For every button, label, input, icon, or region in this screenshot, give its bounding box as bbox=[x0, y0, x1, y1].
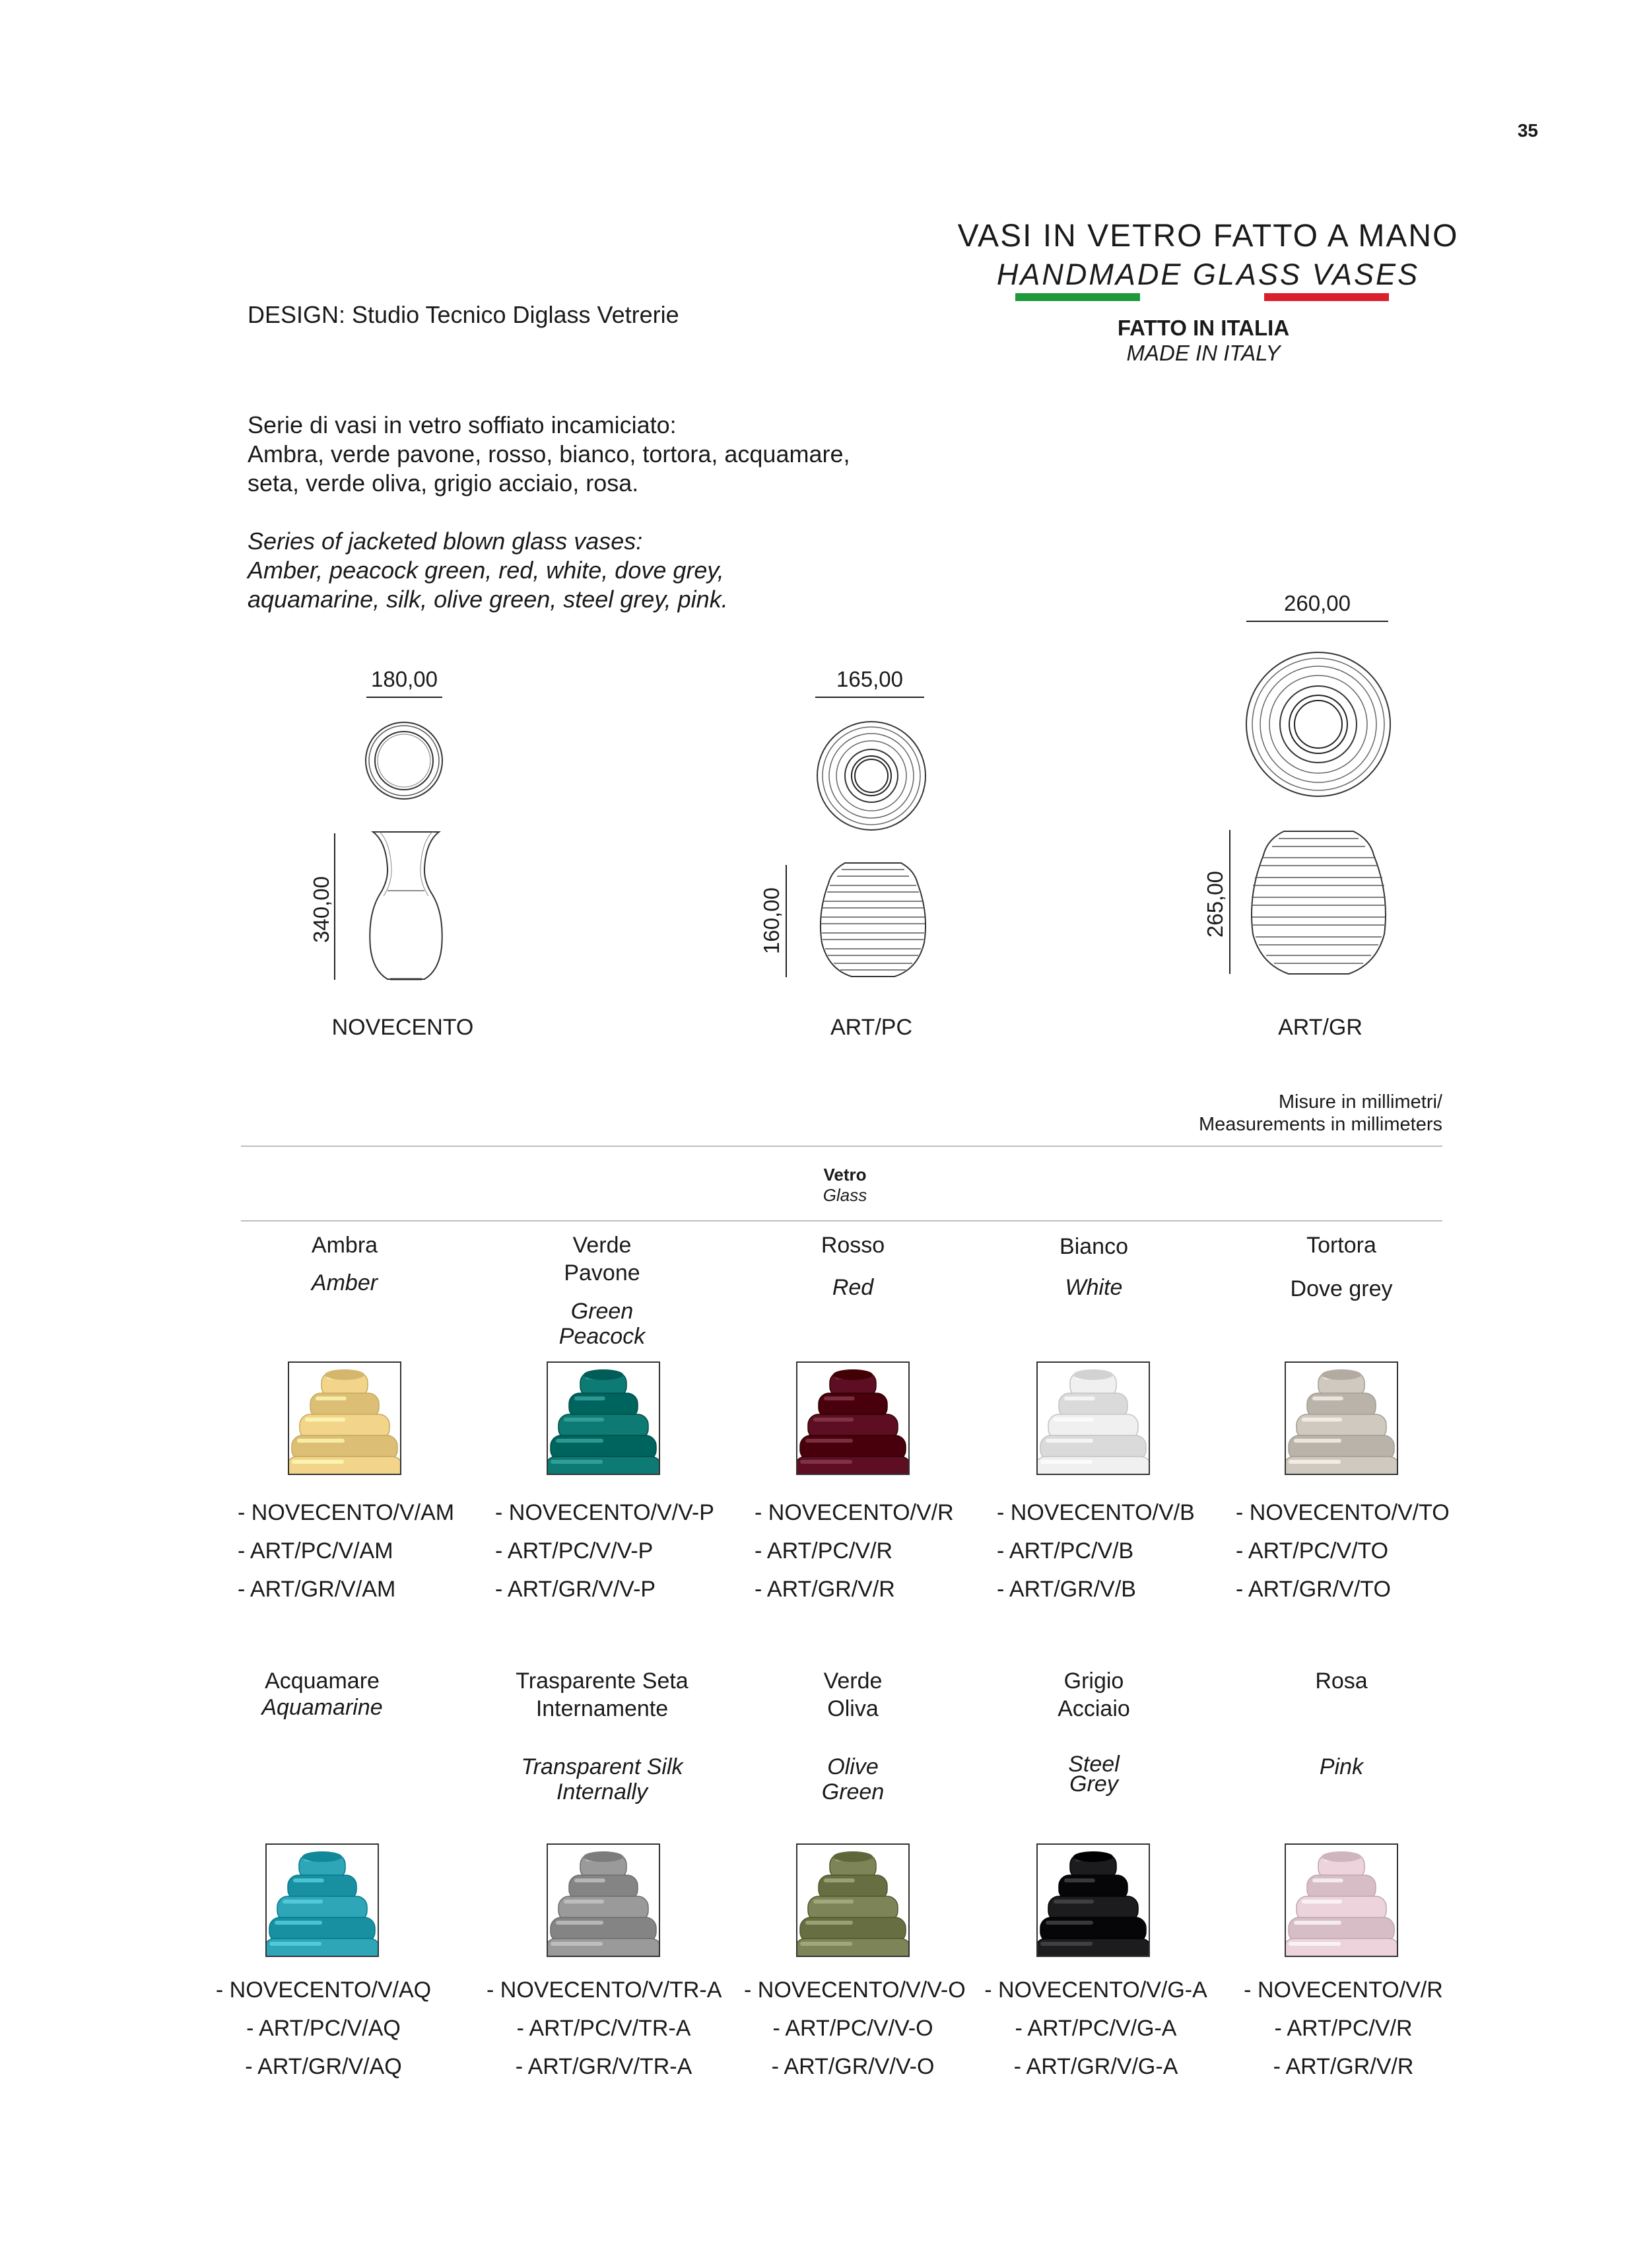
code-list bbox=[744, 1971, 966, 2086]
vase-rib-highlight bbox=[1289, 1942, 1341, 1946]
color-name-line: Acquamare bbox=[265, 1668, 380, 1694]
artpc-side-drawing bbox=[815, 860, 931, 979]
vase-rib-highlight bbox=[551, 1460, 603, 1464]
product-code: - NOVECENTO/V/B bbox=[997, 1500, 1195, 1525]
swatch-vase-drawing bbox=[797, 1845, 908, 1956]
color-name-en-line: Pink bbox=[1319, 1754, 1364, 1779]
color-name-line: Tortora bbox=[1306, 1233, 1376, 1258]
color-name-en bbox=[490, 1299, 714, 1349]
code-list bbox=[997, 1494, 1195, 1608]
color-name bbox=[232, 1231, 457, 1259]
product-code: - NOVECENTO/V/R bbox=[1244, 1977, 1443, 2003]
color-name-en-line: White bbox=[1065, 1275, 1123, 1300]
color-name bbox=[741, 1667, 965, 1723]
flag-green bbox=[1015, 293, 1140, 301]
color-name bbox=[1229, 1667, 1454, 1695]
artpc-width-line bbox=[815, 697, 924, 698]
artpc-side-view bbox=[815, 860, 931, 979]
vase-mouth bbox=[833, 1851, 873, 1862]
artgr-height-label: 265,00 bbox=[1203, 871, 1227, 938]
product-name-artgr: ART/GR bbox=[1278, 1015, 1363, 1040]
color-name-en bbox=[741, 1754, 965, 1804]
product-code: - NOVECENTO/V/V-P bbox=[495, 1500, 714, 1525]
color-name-line: Verde bbox=[823, 1668, 883, 1694]
product-name-novecento: NOVECENTO bbox=[331, 1015, 474, 1040]
vase-rib bbox=[1286, 1457, 1397, 1474]
vase-rib-highlight bbox=[574, 1878, 605, 1882]
color-name-en-line: Amber bbox=[311, 1270, 378, 1295]
product-name-artpc: ART/PC bbox=[830, 1015, 913, 1040]
vase-rib-highlight bbox=[574, 1396, 605, 1400]
swatch-vase-drawing bbox=[548, 1363, 659, 1474]
vase-rib-highlight bbox=[305, 1418, 345, 1422]
code-list bbox=[1234, 1971, 1452, 2086]
units-note-en: Measurements in millimeters bbox=[1198, 1114, 1442, 1135]
swatch-pink bbox=[1285, 1843, 1398, 1957]
product-code: - ART/PC/V/G-A bbox=[1015, 2016, 1177, 2041]
vase-rib-highlight bbox=[297, 1439, 345, 1443]
vase-mouth bbox=[1322, 1369, 1361, 1380]
color-name-line: Ambra bbox=[311, 1233, 378, 1258]
product-code: - NOVECENTO/V/AQ bbox=[215, 1977, 432, 2003]
swatch-olive-green bbox=[796, 1843, 910, 1957]
color-name-en-line: Red bbox=[832, 1275, 874, 1300]
description-it-line: Ambra, verde pavone, rosso, bianco, tortora, acquamare, bbox=[248, 440, 850, 467]
code-list bbox=[215, 1971, 432, 2086]
code-list bbox=[495, 1494, 714, 1608]
color-name-en bbox=[982, 1275, 1206, 1300]
vase-rib-highlight bbox=[1312, 1878, 1343, 1882]
description-en-line: aquamarine, silk, olive green, steel grey, pink. bbox=[248, 586, 728, 613]
title-english: HANDMADE GLASS VASES bbox=[996, 258, 1420, 291]
swatch-white bbox=[1036, 1361, 1150, 1475]
color-name-en-line: Olive bbox=[827, 1754, 879, 1779]
novecento-height-label: 340,00 bbox=[309, 876, 333, 943]
product-code: - ART/PC/V/TR-A bbox=[516, 2016, 691, 2041]
artgr-top-view bbox=[1244, 650, 1393, 799]
color-name-line: Acciaio bbox=[1058, 1696, 1130, 1721]
vase-rib-highlight bbox=[824, 1396, 855, 1400]
vase-rib-highlight bbox=[292, 1460, 344, 1464]
product-code: - ART/PC/V/AM bbox=[238, 1538, 393, 1564]
swatch-vase-drawing bbox=[1038, 1845, 1149, 1956]
color-name-en bbox=[232, 1270, 457, 1295]
made-in-italy-it: FATTO IN ITALIA bbox=[1117, 316, 1290, 340]
swatch-vase-drawing bbox=[267, 1845, 378, 1956]
swatch-vase-drawing bbox=[548, 1845, 659, 1956]
swatch-vase-drawing bbox=[1286, 1363, 1397, 1474]
vase-rib-highlight bbox=[1046, 1439, 1093, 1443]
color-name-line: Rosso bbox=[821, 1233, 885, 1258]
vase-rib bbox=[548, 1939, 659, 1956]
vase-rib-highlight bbox=[564, 1418, 604, 1422]
color-name-line: Verde bbox=[572, 1233, 632, 1258]
flag-red bbox=[1264, 293, 1389, 301]
page-number: 35 bbox=[1517, 120, 1538, 141]
artpc-top-drawing bbox=[815, 720, 927, 832]
description-it-line: Serie di vasi in vetro soffiato incamiciato: bbox=[248, 411, 677, 438]
novecento-top-drawing bbox=[363, 720, 446, 802]
vase-mouth bbox=[584, 1369, 623, 1380]
design-credit: DESIGN: Studio Tecnico Diglass Vetrerie bbox=[248, 301, 679, 328]
units-note-it: Misure in millimetri/ bbox=[1278, 1091, 1442, 1113]
vase-mouth bbox=[302, 1851, 342, 1862]
artgr-side-drawing bbox=[1244, 829, 1393, 977]
units-note bbox=[1056, 1091, 1442, 1136]
vase-rib-highlight bbox=[1289, 1460, 1341, 1464]
vase-mouth bbox=[1073, 1369, 1113, 1380]
novecento-height-line bbox=[334, 833, 335, 980]
title-italian: VASI IN VETRO FATTO A MANO bbox=[957, 219, 1459, 254]
product-code: - NOVECENTO/V/V-O bbox=[744, 1977, 966, 2003]
color-name-en-line: Aquamarine bbox=[261, 1695, 383, 1720]
swatch-vase-drawing bbox=[289, 1363, 400, 1474]
product-code: - ART/PC/V/R bbox=[755, 1538, 893, 1564]
color-name bbox=[982, 1667, 1206, 1723]
vase-rib-highlight bbox=[1302, 1418, 1342, 1422]
vase-rib-highlight bbox=[1302, 1900, 1342, 1904]
vase-rib-highlight bbox=[551, 1942, 603, 1946]
vase-rib-highlight bbox=[1312, 1396, 1343, 1400]
vase-rib bbox=[1038, 1939, 1149, 1956]
color-name-line: Trasparente Seta bbox=[516, 1668, 689, 1694]
color-name-en bbox=[982, 1752, 1206, 1797]
swatch-dove-grey bbox=[1285, 1361, 1398, 1475]
vase-rib-highlight bbox=[1054, 1900, 1094, 1904]
novecento-side-drawing bbox=[360, 829, 452, 984]
vase-rib bbox=[548, 1457, 659, 1474]
color-name-line: Internamente bbox=[535, 1696, 669, 1721]
italian-flag-stripe bbox=[1015, 293, 1389, 301]
product-code: - ART/PC/V/B bbox=[997, 1538, 1134, 1564]
vase-rib bbox=[797, 1939, 908, 1956]
product-code: - ART/GR/V/R bbox=[1273, 2054, 1414, 2079]
novecento-top-view bbox=[363, 720, 446, 802]
color-name-en-line: Transparent Silk bbox=[521, 1754, 683, 1779]
vase-rib bbox=[267, 1939, 378, 1956]
material-label-it: Vetro bbox=[823, 1165, 867, 1185]
description-en-line: Amber, peacock green, red, white, dove grey, bbox=[248, 557, 724, 584]
product-code: - ART/PC/V/R bbox=[1274, 2016, 1413, 2041]
color-name-line: Bianco bbox=[1060, 1234, 1128, 1259]
vase-rib-highlight bbox=[1046, 1921, 1093, 1925]
vase-rib-highlight bbox=[800, 1942, 852, 1946]
vase-rib-highlight bbox=[800, 1460, 852, 1464]
artpc-top-view bbox=[815, 720, 927, 832]
artgr-width-line bbox=[1246, 621, 1388, 622]
code-list bbox=[1236, 1494, 1450, 1608]
vase-rib-highlight bbox=[824, 1878, 855, 1882]
swatch-amber bbox=[288, 1361, 401, 1475]
vase-rib-highlight bbox=[1294, 1439, 1341, 1443]
swatch-vase-drawing bbox=[1038, 1363, 1149, 1474]
product-code: - ART/GR/V/G-A bbox=[1013, 2054, 1178, 2079]
artgr-top-drawing bbox=[1244, 650, 1393, 799]
vase-rib-highlight bbox=[269, 1942, 321, 1946]
code-list bbox=[238, 1494, 454, 1608]
artgr-height-line bbox=[1229, 830, 1230, 974]
color-name-en bbox=[1229, 1754, 1454, 1779]
table-header-rule bbox=[241, 1220, 1442, 1221]
artgr-side-view bbox=[1244, 829, 1393, 977]
color-name bbox=[741, 1231, 965, 1259]
vase-rib-highlight bbox=[1064, 1878, 1095, 1882]
swatch-vase-drawing bbox=[797, 1363, 908, 1474]
code-list bbox=[984, 1971, 1208, 2086]
color-name bbox=[1229, 1231, 1454, 1259]
color-name-line: Oliva bbox=[827, 1696, 879, 1721]
swatch-vase-drawing bbox=[1286, 1845, 1397, 1956]
product-code: - ART/GR/V/TR-A bbox=[515, 2054, 692, 2079]
color-name-en-line: Peacock bbox=[558, 1324, 646, 1349]
product-code: - ART/PC/V/V-O bbox=[772, 2016, 933, 2041]
color-name-en-line: Grey bbox=[1069, 1771, 1118, 1797]
novecento-width-label: 180,00 bbox=[371, 667, 438, 691]
vase-rib-highlight bbox=[1040, 1460, 1093, 1464]
product-code: - ART/PC/V/AQ bbox=[246, 2016, 401, 2041]
product-code: - NOVECENTO/V/TO bbox=[1236, 1500, 1450, 1525]
novecento-side-view bbox=[360, 829, 452, 984]
vase-rib bbox=[1286, 1939, 1397, 1956]
description-it-line: seta, verde oliva, grigio acciaio, rosa. bbox=[248, 469, 639, 497]
product-code: - ART/GR/V/R bbox=[755, 1577, 895, 1602]
vase-rib-highlight bbox=[275, 1921, 322, 1925]
vase-rib-highlight bbox=[805, 1921, 853, 1925]
product-code: - ART/GR/V/V-O bbox=[771, 2054, 935, 2079]
color-name bbox=[490, 1667, 714, 1723]
table-top-rule bbox=[241, 1146, 1442, 1147]
color-name-en bbox=[490, 1754, 714, 1804]
color-name-en bbox=[210, 1695, 434, 1720]
color-name bbox=[210, 1667, 434, 1695]
artgr-width-label: 260,00 bbox=[1284, 591, 1351, 615]
product-code: - ART/PC/V/V-P bbox=[495, 1538, 654, 1564]
vase-rib-highlight bbox=[316, 1396, 347, 1400]
product-code: - ART/GR/V/TO bbox=[1236, 1577, 1391, 1602]
swatch-steel-grey bbox=[1036, 1843, 1150, 1957]
description bbox=[248, 411, 974, 614]
novecento-width-line bbox=[366, 697, 442, 698]
made-in-italy-en: MADE IN ITALY bbox=[1126, 341, 1281, 365]
code-list bbox=[487, 1971, 721, 2086]
vase-mouth bbox=[584, 1851, 623, 1862]
product-code: - NOVECENTO/V/TR-A bbox=[487, 1977, 722, 2003]
product-code: - NOVECENTO/V/AM bbox=[238, 1500, 455, 1525]
vase-rib bbox=[1038, 1457, 1149, 1474]
flag-white bbox=[1140, 293, 1265, 301]
artpc-height-label: 160,00 bbox=[759, 887, 784, 954]
artpc-height-line bbox=[786, 865, 787, 977]
vase-rib-highlight bbox=[556, 1921, 603, 1925]
vase-rib-highlight bbox=[293, 1878, 324, 1882]
swatch-peacock-green bbox=[547, 1361, 660, 1475]
color-name bbox=[982, 1233, 1206, 1260]
vase-rib-highlight bbox=[1054, 1418, 1094, 1422]
color-name-en-line: Dove grey bbox=[1290, 1276, 1393, 1301]
color-name-line: Rosa bbox=[1315, 1668, 1368, 1694]
product-code: - ART/PC/V/TO bbox=[1236, 1538, 1389, 1564]
vase-mouth bbox=[325, 1369, 364, 1380]
color-name-en-line: Green bbox=[821, 1779, 885, 1804]
material-label-en: Glass bbox=[823, 1185, 867, 1205]
color-name-en bbox=[741, 1275, 965, 1300]
product-code: - ART/GR/V/AM bbox=[238, 1577, 396, 1602]
swatch-red bbox=[796, 1361, 910, 1475]
product-code: - ART/GR/V/B bbox=[997, 1577, 1136, 1602]
color-name-line: Pavone bbox=[564, 1260, 640, 1286]
artpc-width-label: 165,00 bbox=[836, 667, 903, 691]
vase-mouth bbox=[833, 1369, 873, 1380]
vase-rib-highlight bbox=[1040, 1942, 1093, 1946]
description-en-line: Series of jacketed blown glass vases: bbox=[248, 528, 643, 555]
swatch-transparent-silk bbox=[547, 1843, 660, 1957]
vase-rib-highlight bbox=[564, 1900, 604, 1904]
vase-rib-highlight bbox=[805, 1439, 853, 1443]
swatch-aquamarine bbox=[265, 1843, 379, 1957]
color-name-en-line: Steel bbox=[1068, 1752, 1120, 1777]
vase-rib-highlight bbox=[1294, 1921, 1341, 1925]
color-name bbox=[490, 1231, 714, 1287]
color-name-en bbox=[1229, 1275, 1454, 1303]
vase-rib bbox=[289, 1457, 400, 1474]
product-code: - NOVECENTO/V/G-A bbox=[984, 1977, 1207, 2003]
vase-rib-highlight bbox=[556, 1439, 603, 1443]
vase-mouth bbox=[1073, 1851, 1113, 1862]
code-list bbox=[755, 1494, 954, 1608]
vase-rib-highlight bbox=[813, 1418, 854, 1422]
color-name-en-line: Green bbox=[570, 1299, 634, 1324]
vase-rib bbox=[797, 1457, 908, 1474]
color-name-en-line: Internally bbox=[556, 1779, 648, 1804]
product-code: - NOVECENTO/V/R bbox=[755, 1500, 954, 1525]
vase-mouth bbox=[1322, 1851, 1361, 1862]
color-name-line: Grigio bbox=[1063, 1668, 1124, 1694]
vase-rib-highlight bbox=[813, 1900, 854, 1904]
vase-rib-highlight bbox=[1064, 1396, 1095, 1400]
vase-rib-highlight bbox=[283, 1900, 323, 1904]
product-code: - ART/GR/V/AQ bbox=[245, 2054, 402, 2079]
product-code: - ART/GR/V/V-P bbox=[495, 1577, 656, 1602]
